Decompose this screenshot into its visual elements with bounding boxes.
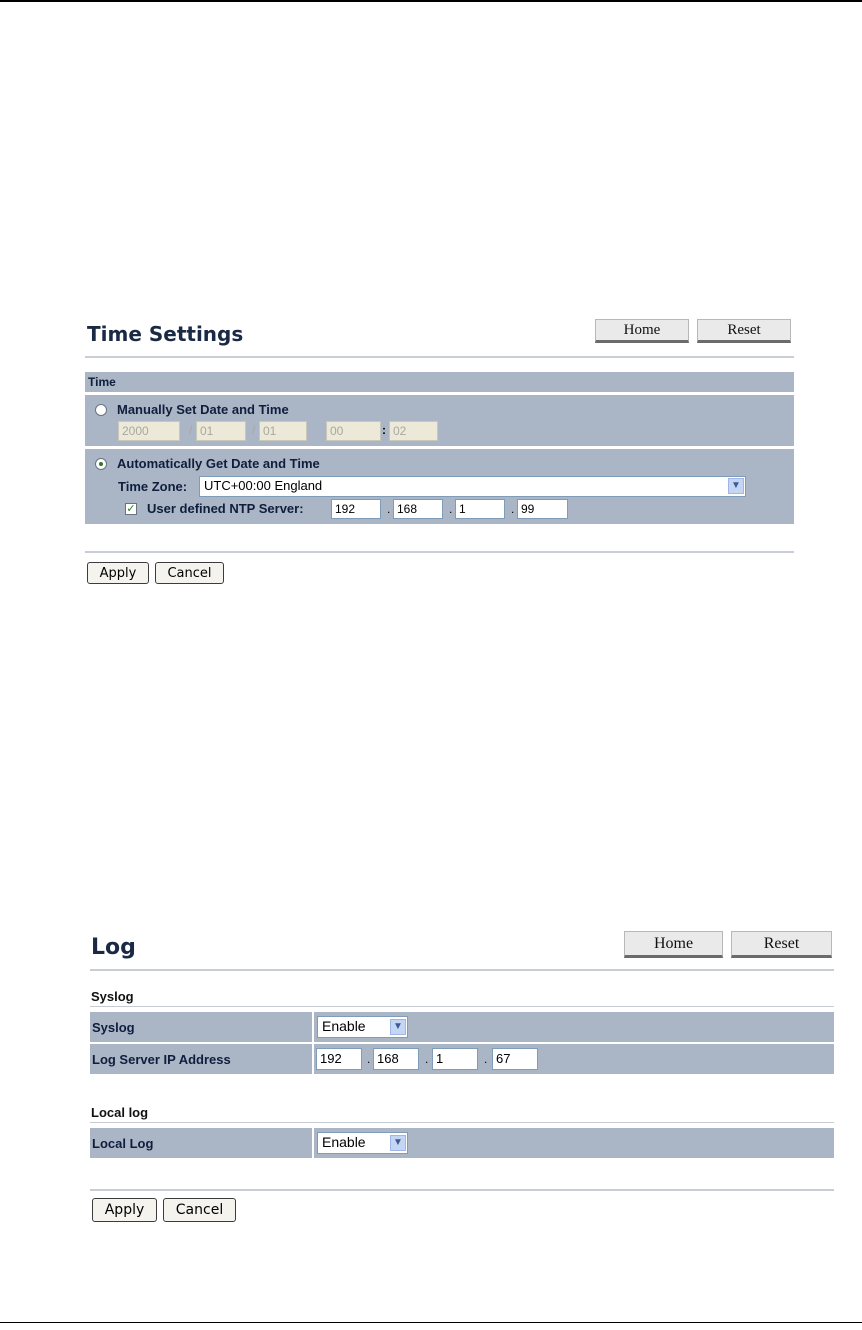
manual-time-label: Manually Set Date and Time [117,402,289,417]
manual-minute-input[interactable]: 02 [389,421,438,441]
auto-time-radio[interactable] [95,458,107,470]
syslog-select[interactable] [317,1016,408,1038]
time-section-label: Time [88,375,116,389]
ntp-ip-dot-3: . [511,502,515,516]
manual-year-input[interactable]: 2000 [118,421,180,441]
time-cancel-button[interactable]: Cancel [155,562,224,584]
timezone-select[interactable] [199,476,746,497]
timezone-label: Time Zone: [118,479,188,494]
time-separator: : [382,423,386,437]
log-server-label: Log Server IP Address [92,1052,231,1067]
local-log-row-divider [312,1128,314,1158]
timezone-value: UTC+00:00 England [204,478,323,493]
local-log-row [90,1128,834,1158]
chevron-down-icon: ▼ [390,1019,406,1035]
ntp-ip-dot-1: . [387,502,391,516]
time-settings-title: Time Settings [87,322,244,346]
manual-hour-input[interactable]: 00 [326,421,381,441]
date-separator-1: / [189,423,193,437]
ntp-server-label: User defined NTP Server: [147,501,304,516]
chevron-down-icon: ▼ [390,1135,406,1151]
log-title-rule [90,969,834,971]
syslog-label: Syslog [92,1020,135,1035]
log-server-ip-octet-2[interactable]: 168 [373,1048,419,1070]
page-bottom-rule [0,1322,862,1323]
log-cancel-button[interactable]: Cancel [163,1198,236,1222]
manual-time-radio[interactable] [95,404,107,416]
date-separator-2: / [252,423,256,437]
syslog-row-divider [312,1012,314,1042]
ntp-server-checkbox[interactable]: ✓ [126,502,136,515]
local-log-heading-rule [90,1122,834,1123]
log-server-ip-octet-1[interactable]: 192 [316,1048,362,1070]
ntp-ip-octet-3[interactable]: 1 [455,499,505,519]
auto-time-label: Automatically Get Date and Time [117,456,320,471]
ntp-ip-octet-4[interactable]: 99 [517,499,568,519]
log-apply-button[interactable]: Apply [92,1198,157,1222]
auto-time-row [85,449,794,524]
log-home-button[interactable]: Home [624,931,723,958]
log-title: Log [91,935,136,960]
time-apply-button[interactable]: Apply [87,562,149,584]
chevron-down-icon: ▼ [728,478,744,494]
local-log-select-value: Enable [322,1134,366,1150]
log-server-ip-octet-3[interactable]: 1 [432,1048,478,1070]
log-server-ip-dot-3: . [484,1052,488,1066]
log-server-ip-dot-1: . [367,1052,371,1066]
time-reset-button[interactable]: Reset [697,319,791,343]
manual-time-row [85,395,794,446]
time-bottom-rule [85,551,794,553]
page-top-rule [0,0,862,2]
syslog-heading-rule [90,1006,834,1007]
local-log-label: Local Log [92,1136,154,1151]
ntp-ip-dot-2: . [449,502,453,516]
time-section-header [85,372,794,392]
log-bottom-rule [90,1189,834,1191]
syslog-row [90,1012,834,1042]
log-reset-button[interactable]: Reset [731,931,832,958]
log-server-ip-octet-4[interactable]: 67 [492,1048,538,1070]
manual-day-input[interactable]: 01 [259,421,307,441]
log-server-ip-dot-2: . [425,1052,429,1066]
ntp-ip-octet-2[interactable]: 168 [393,499,443,519]
time-home-button[interactable]: Home [595,319,689,343]
ntp-ip-octet-1[interactable]: 192 [331,499,381,519]
local-log-heading: Local log [91,1105,149,1120]
log-server-row-divider [312,1044,314,1074]
log-server-row [90,1044,834,1074]
manual-month-input[interactable]: 01 [196,421,246,441]
local-log-select[interactable] [317,1132,408,1154]
time-title-rule [85,356,794,358]
syslog-heading: Syslog [91,989,134,1004]
syslog-select-value: Enable [322,1018,366,1034]
